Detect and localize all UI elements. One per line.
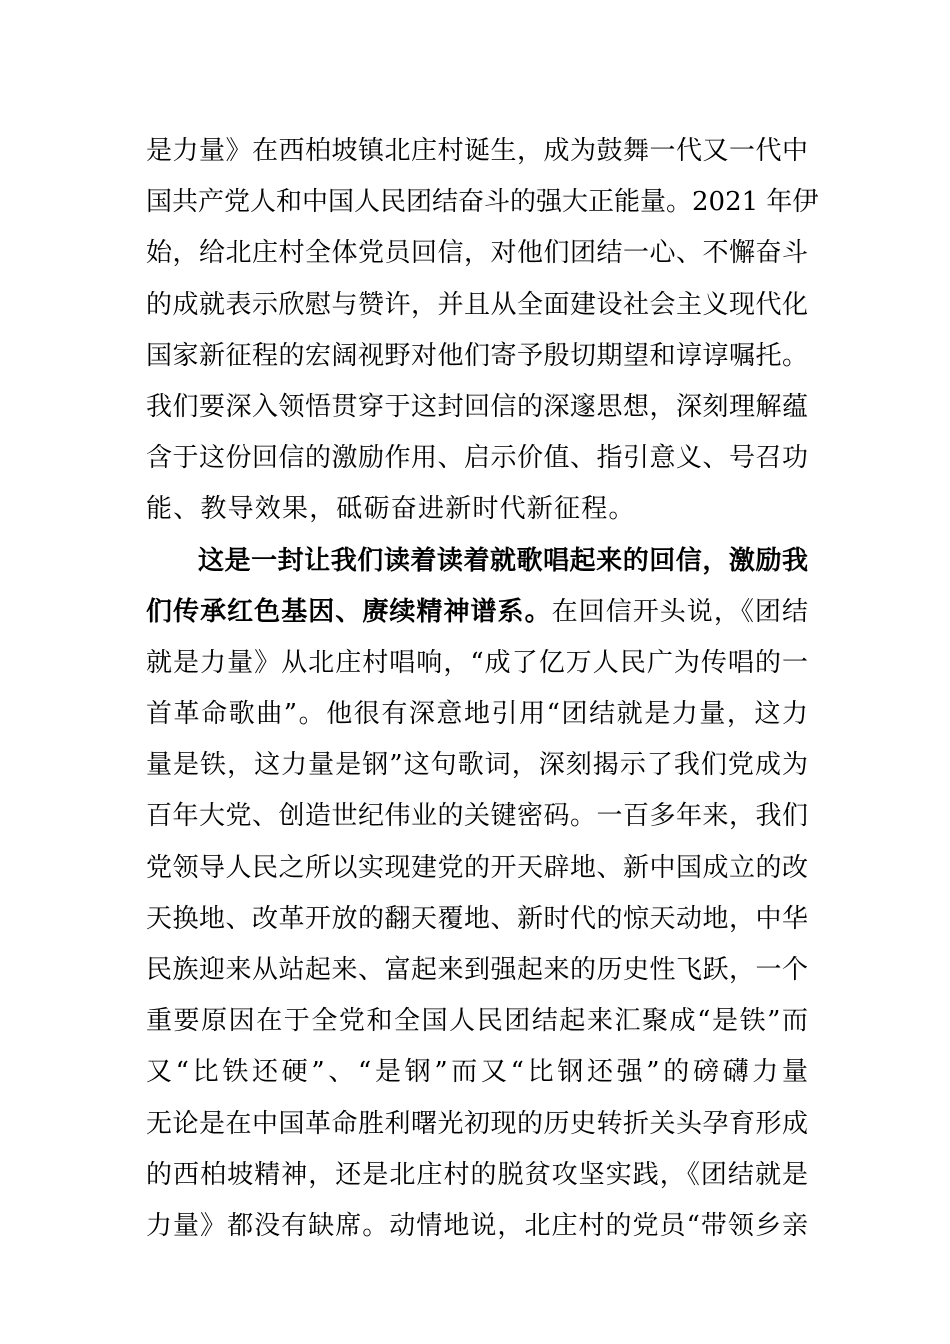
- paragraph-2-heading-line-1: 这是一封让我们读着读着就歌唱起来的回信，激励我: [198, 545, 808, 576]
- paragraph-1-line-8: 能、教导效果，砥砺奋进新时代新征程。: [146, 494, 636, 525]
- paragraph-1-line-6: 我们要深入领悟贯穿于这封回信的深邃思想，深刻理解蕴: [146, 391, 808, 422]
- paragraph-2-line-12: 无论是在中国革命胜利曙光初现的历史转折关头孕育形成: [146, 1108, 808, 1139]
- paragraph-2-line-10: 重要原因在于全党和全国人民团结起来汇聚成“是铁”而: [146, 1006, 808, 1037]
- paragraph-2-line-6: 百年大党、创造世纪伟业的关键密码。一百多年来，我们: [146, 801, 808, 832]
- paragraph-2-line-7: 党领导人民之所以实现建党的开天辟地、新中国成立的改: [146, 852, 808, 883]
- paragraph-1-line-4: 的成就表示欣慰与赞许，并且从全面建设社会主义现代化: [146, 289, 808, 320]
- paragraph-1-line-5: 国家新征程的宏阔视野对他们寄予殷切期望和谆谆嘱托。: [146, 340, 808, 371]
- paragraph-1-line-2: 国共产党人和中国人民团结奋斗的强大正能量。2021 年伊: [146, 187, 819, 218]
- paragraph-2-heading-line-2: 们传承红色基因、赓续精神谱系。: [146, 596, 552, 627]
- paragraph-2-line-2-text: 在回信开头说，《团结: [551, 596, 808, 627]
- paragraph-1-line-7: 含于这份回信的激励作用、启示价值、指引意义、号召功: [146, 443, 808, 474]
- paragraph-2-line-5: 量是铁，这力量是钢”这句歌词，深刻揭示了我们党成为: [146, 750, 808, 781]
- paragraph-2-line-3: 就是力量》从北庄村唱响，“成了亿万人民广为传唱的一: [146, 647, 808, 678]
- paragraph-2-line-8: 天换地、改革开放的翻天覆地、新时代的惊天动地，中华: [146, 903, 808, 934]
- paragraph-2-line-2: [146, 587, 808, 638]
- paragraph-2-line-14: 力量》都没有缺席。动情地说，北庄村的党员“带领乡亲: [146, 1210, 808, 1241]
- paragraph-2-line-9: 民族迎来从站起来、富起来到强起来的历史性飞跃，一个: [146, 955, 808, 985]
- paragraph-2-line-13: 的西柏坡精神，还是北庄村的脱贫攻坚实践，《团结就是: [146, 1159, 808, 1190]
- paragraph-2-line-11: 又“比铁还硬”、“是钢”而又“比钢还强”的磅礴力量: [146, 1057, 808, 1088]
- paragraph-1-line-3: 始，给北庄村全体党员回信，对他们团结一心、不懈奋斗: [146, 238, 808, 269]
- paragraph-2-line-4: 首革命歌曲”。他很有深意地引用“团结就是力量，这力: [146, 699, 808, 730]
- body-text: [146, 126, 819, 1252]
- paragraph-1-line-1: 是力量》在西柏坡镇北庄村诞生，成为鼓舞一代又一代中: [146, 136, 808, 166]
